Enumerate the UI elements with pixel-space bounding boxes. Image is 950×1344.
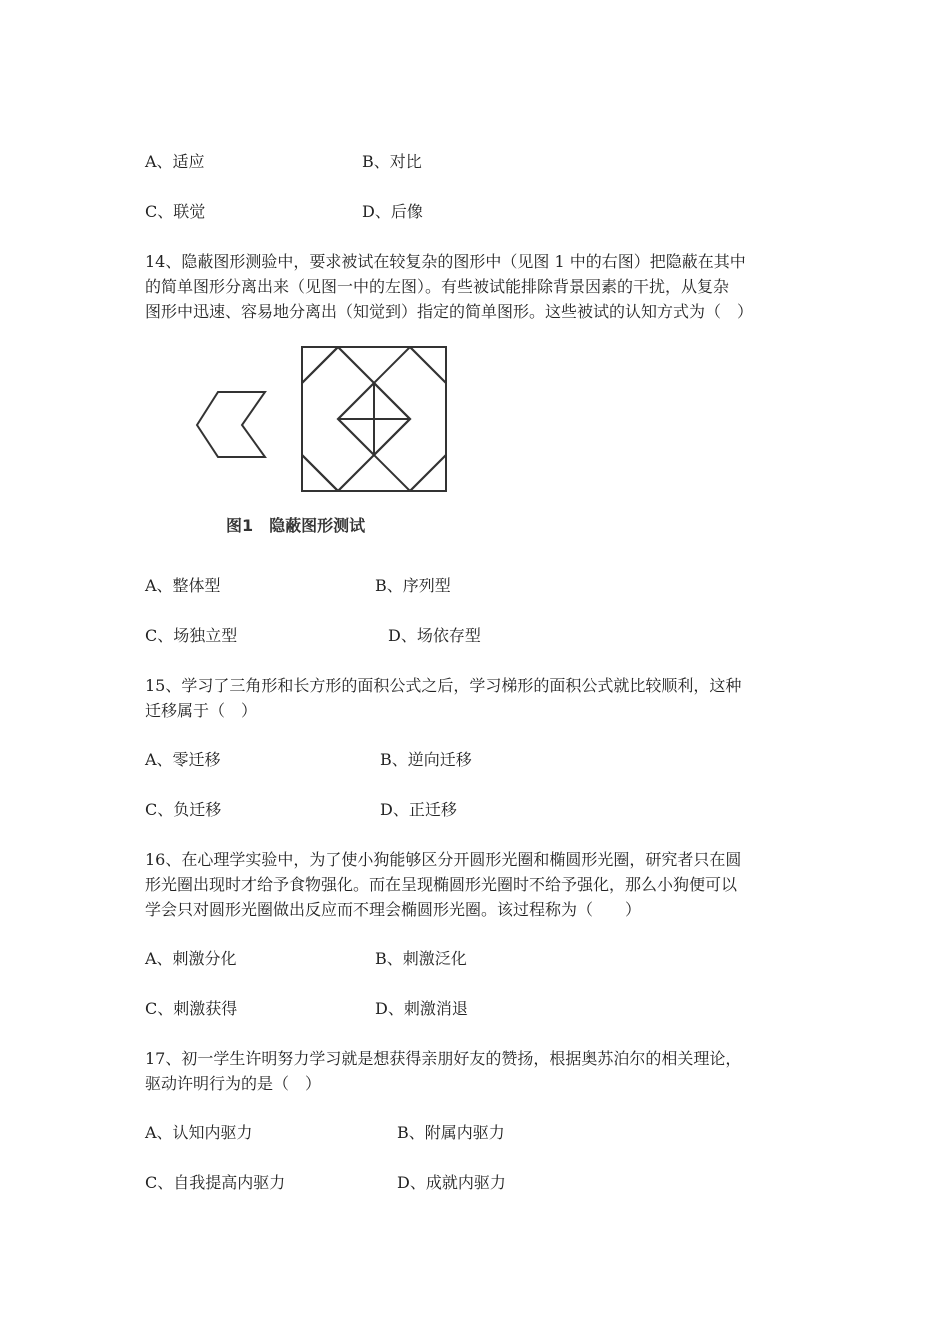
q16-option-a: A、刺激分化 — [145, 949, 237, 968]
q17-line-1: 17、初一学生许明努力学习就是想获得亲朋好友的赞扬，根据奥苏泊尔的相关理论， — [145, 1049, 742, 1068]
q17-option-a: A、认知内驱力 — [145, 1123, 253, 1142]
q17-option-c: C、自我提高内驱力 — [145, 1173, 286, 1192]
q16-option-c: C、刺激获得 — [145, 999, 238, 1018]
q15-option-b: B、逆向迁移 — [380, 750, 472, 769]
q16-option-d: D、刺激消退 — [375, 999, 468, 1018]
simple-shape — [197, 392, 265, 457]
q13-option-d: D、后像 — [362, 202, 423, 221]
q15-option-d: D、正迁移 — [380, 800, 457, 819]
q13-option-c: C、联觉 — [145, 202, 206, 221]
q14-line-2: 的简单图形分离出来（见图一中的左图）。有些被试能排除背景因素的干扰，从复杂 — [145, 277, 730, 296]
q16-line-3: 学会只对圆形光圈做出反应而不理会椭圆形光圈。该过程称为（ ） — [145, 900, 642, 919]
q15-line-1: 15、学习了三角形和长方形的面积公式之后，学习梯形的面积公式就比较顺利，这种 — [145, 676, 742, 695]
q17-option-d: D、成就内驱力 — [397, 1173, 506, 1192]
figure-caption: 图1 隐蔽图形测试 — [226, 516, 366, 535]
q16-line-2: 形光圈出现时才给予食物强化。而在呈现椭圆形光圈时不给予强化，那么小狗便可以 — [145, 875, 738, 894]
q14-option-a: A、整体型 — [145, 576, 221, 595]
q14-option-d: D、场依存型 — [388, 626, 481, 645]
q15-option-c: C、负迁移 — [145, 800, 222, 819]
q15-option-a: A、零迁移 — [145, 750, 221, 769]
q17-question — [145, 1046, 805, 1096]
q16-option-b: B、刺激泛化 — [375, 949, 467, 968]
q15-line-2: 迁移属于（ ） — [145, 701, 258, 720]
q13-option-a: A、适应 — [145, 152, 205, 171]
q13-option-b: B、对比 — [362, 152, 422, 171]
q14-line-1: 14、隐蔽图形测验中，要求被试在较复杂的图形中（见图 1 中的右图）把隐蔽在其中 — [145, 252, 746, 271]
q14-option-c: C、场独立型 — [145, 626, 238, 645]
q16-question — [145, 847, 805, 922]
q14-question — [145, 249, 805, 324]
q14-line-3: 图形中迅速、容易地分离出（知觉到）指定的简单图形。这些被试的认知方式为（ ） — [145, 302, 754, 321]
q16-line-1: 16、在心理学实验中，为了使小狗能够区分开圆形光圈和椭圆形光圈，研究者只在圆 — [145, 850, 742, 869]
q17-line-2: 驱动许明行为的是（ ） — [145, 1074, 322, 1093]
q14-option-b: B、序列型 — [375, 576, 451, 595]
q17-option-b: B、附属内驱力 — [397, 1123, 505, 1142]
q15-question — [145, 673, 805, 723]
